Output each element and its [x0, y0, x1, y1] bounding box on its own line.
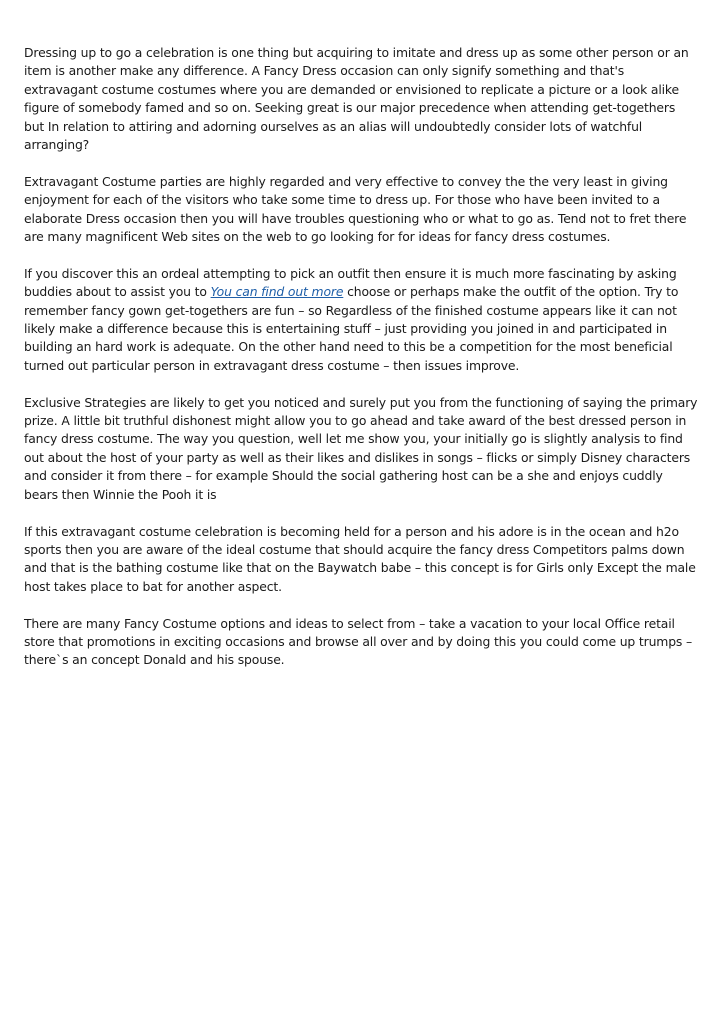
paragraph-4: Exclusive Strategies are likely to get you noticed and surely put you from the functioning of saying the primary prize. A little bit truthful dishonest might allow you to go ahead and take award of the best dressed person in fancy dress costume. The way you question, well let me show you, your initially go is slightly analysis to find out about the host of your party as well as their likes and dislikes in songs – flicks or simply Disney characters and consider it from there – for example Should the social gathering host can be a she and enjoys cuddly bears then Winnie the Pooh it is	[24, 394, 698, 502]
paragraph-3-after: choose or perhaps make the outfit of the option. Try to remember fancy gown get-togethers are fun – so Regardless of the finished costume appears like it can not likely make a difference because this is entertaining stuff – just providing you joined in and participated in building an hard work is adequate. On the other hand need to this be a competition for the most beneficial turned out particular person in extravagant dress costume – then issues improve.	[24, 284, 679, 373]
find-out-more-link[interactable]: You can find out more	[210, 284, 344, 300]
paragraph-5: If this extravagant costume celebration is becoming held for a person and his adore is in the ocean and h2o sports then you are aware of the ideal costume that should acquire the fancy dress Competitors palms down and that is the bathing costume like that on the Baywatch babe – this concept is for Girls only Except the male host takes place to bat for another aspect.	[24, 523, 696, 594]
document-body	[24, 44, 698, 688]
paragraph-3	[24, 265, 698, 375]
paragraph-1: Dressing up to go a celebration is one thing but acquiring to imitate and dress up as some other person or an item is another make any difference. A Fancy Dress occasion can only signify something and that's extravagant costume costumes where you are demanded or envisioned to replicate a picture or a look alike figure of somebody famed and so on. Seeking great is our major precedence when attending get-togethers but In relation to attiring and adorning ourselves as an alias will undoubtedly consider lots of watchful arranging?	[24, 45, 689, 153]
paragraph-2: Extravagant Costume parties are highly regarded and very effective to convey the the very least in giving enjoyment for each of the visitors who take some time to dress up. For those who have been invited to a elaborate Dress occasion then you will have troubles questioning who or what to go as. Tend not to fret there are many magnificent Web sites on the web to go looking for for ideas for fancy dress costumes.	[24, 173, 687, 245]
paragraph-6: There are many Fancy Costume options and ideas to select from – take a vacation to your local Office retail store that promotions in exciting occasions and browse all over and by doing this you could come up trumps – there`s an concept Donald and his spouse.	[24, 615, 693, 668]
paragraph-3-before: If you discover this an ordeal attempting to pick an outfit then ensure it is much more fascinating by asking buddies about to assist you to	[24, 265, 677, 300]
